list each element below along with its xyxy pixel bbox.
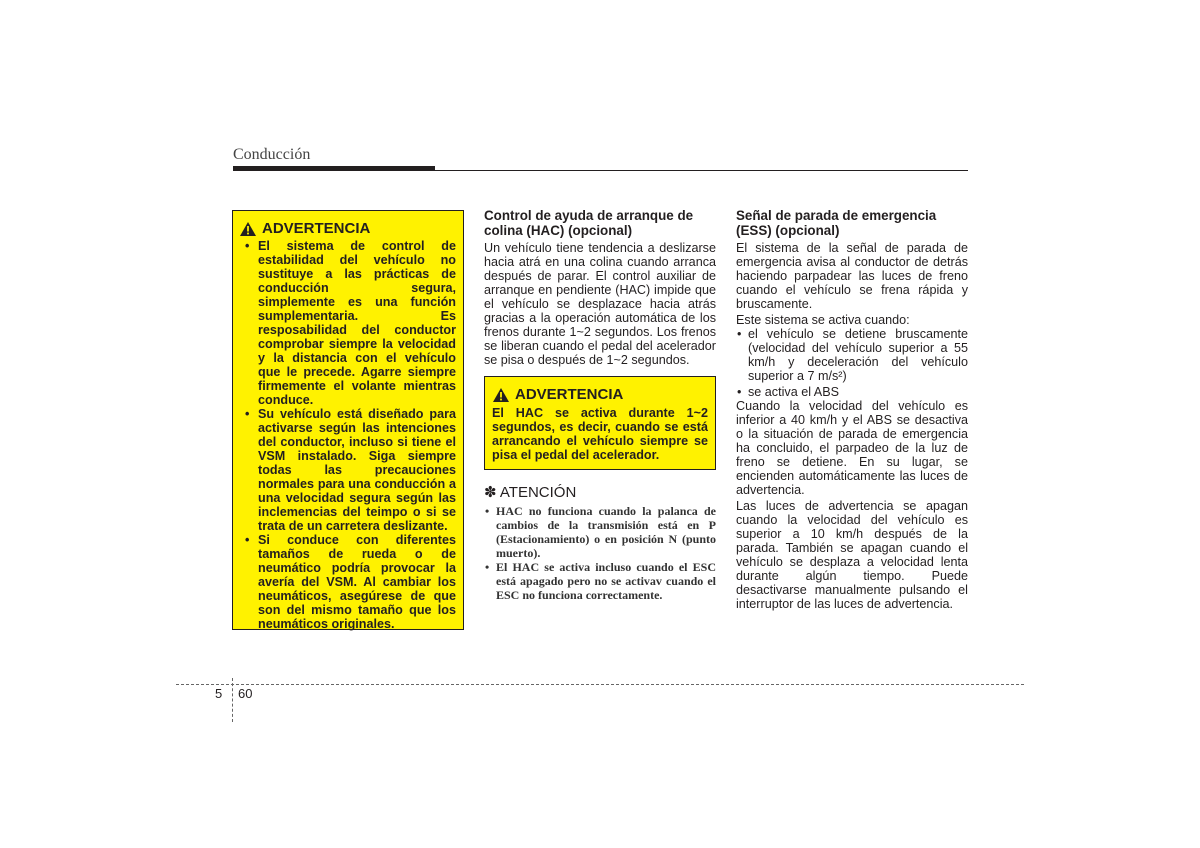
warning-box-vsm-list bbox=[239, 239, 456, 631]
page-header-title: Conducción bbox=[233, 146, 311, 163]
attention-item: • HAC no funciona cuando la palanca de cambios de la transmisión está en P (Estacionamiento) o en posición N (punto muerto). bbox=[484, 504, 716, 560]
warning-triangle-icon bbox=[492, 387, 510, 403]
ess-conditions-list bbox=[736, 327, 968, 399]
warning-item: • Su vehículo está diseñado para activarse según las intenciones del conductor, incluso si tiene el VSM instalado. Siga siempre todas las precauciones normales para una conducción a una velocidad segura según las inclemencias del teimpo o si se trata de un carretera deslizante. bbox=[239, 407, 456, 533]
hac-body: Un vehículo tiene tendencia a deslizarse hacia atrá en una colina cuando arranca después de parar. El control auxiliar de arranque en pendiente (HAC) impide que el vehículo se desplazace hacia atrás gracias a la operación automática de los frenos durante 1~2 segundos. Los frenos se liberan cuando el pedal del acelerador se pisa o después de 1~2 segundos. bbox=[484, 241, 716, 367]
warning-title-text: ADVERTENCIA bbox=[515, 386, 624, 403]
section-title-hac: Control de ayuda de arranque de colina (HAC) (opcional) bbox=[484, 208, 694, 238]
warning-item: • El sistema de control de estabilidad del vehículo no sustituye a las prácticas de conducción segura, simplemente es una función sumplementaria. Es resposabilidad del conductor comprobar siempre la velocidad y la distancia con el vehículo que le precede. Agarre siempre firmemente el volante mientras conduce. bbox=[239, 239, 456, 407]
attention-title: ✽ ATENCIÓN bbox=[484, 484, 577, 501]
ess-paragraph-3: Las luces de advertencia se apagan cuando la velocidad del vehículo es superior a 10 km/h después de la parada. También se apagan cuando el vehículo se desplaza a velocidad lenta durante algún tiempo. Puede desactivarse manualmente pulsando el interruptor de las luces de advertencia. bbox=[736, 499, 968, 611]
footer-page-number: 60 bbox=[238, 686, 253, 701]
section-title-ess: Señal de parada de emergencia (ESS) (opcional) bbox=[736, 208, 937, 238]
ess-intro: El sistema de la señal de parada de emergencia avisa al conductor de detrás haciendo parpadear las luces de freno cuando el vehículo se frena rápida y bruscamente. bbox=[736, 241, 968, 311]
ess-condition-item: • el vehículo se detiene bruscamente (velocidad del vehículo superior a 55 km/h y deceleración del vehículo superior a 7 m/s²) bbox=[736, 327, 968, 383]
footer-section-number: 5 bbox=[215, 686, 223, 701]
attention-list bbox=[484, 504, 716, 602]
warning-title-text: ADVERTENCIA bbox=[262, 220, 371, 237]
ess-paragraph-2: Cuando la velocidad del vehículo es inferior a 40 km/h y el ABS se desactiva o la situación de parada de emergencia ha concluido, el parpadeo de la luz de freno se detiene. En su lugar, se encienden automáticamente las luces de advertencia. bbox=[736, 399, 968, 497]
attention-block bbox=[484, 484, 716, 602]
warning-item: • Si conduce con diferentes tamaños de rueda o de neumático podría provocar la avería del VSM. Al cambiar los neumáticos, asegúrese de que son del mismo tamaño que los neumáticos originales. bbox=[239, 533, 456, 631]
warning-box-vsm-title bbox=[239, 220, 456, 238]
warning-triangle-icon bbox=[239, 221, 257, 237]
ess-condition-item: • se activa el ABS bbox=[736, 385, 968, 399]
column-ess bbox=[736, 208, 968, 611]
warning-box-vsm bbox=[232, 210, 464, 630]
header-rule bbox=[233, 170, 968, 171]
warning-box-hac-text: El HAC se activa durante 1~2 segundos, es decir, cuando se está arrancando el vehículo siempre se pisa el pedal del acelerador. bbox=[492, 406, 708, 462]
warning-box-hac-title bbox=[492, 386, 708, 404]
warning-box-hac bbox=[484, 376, 716, 470]
column-hac bbox=[484, 208, 716, 602]
ess-activation-lead: Este sistema se activa cuando: bbox=[736, 313, 910, 327]
attention-item: • El HAC se activa incluso cuando el ESC está apagado pero no se activav cuando el ESC no funciona correctamente. bbox=[484, 560, 716, 602]
footer-rule bbox=[176, 684, 1024, 685]
footer-divider bbox=[232, 678, 233, 722]
